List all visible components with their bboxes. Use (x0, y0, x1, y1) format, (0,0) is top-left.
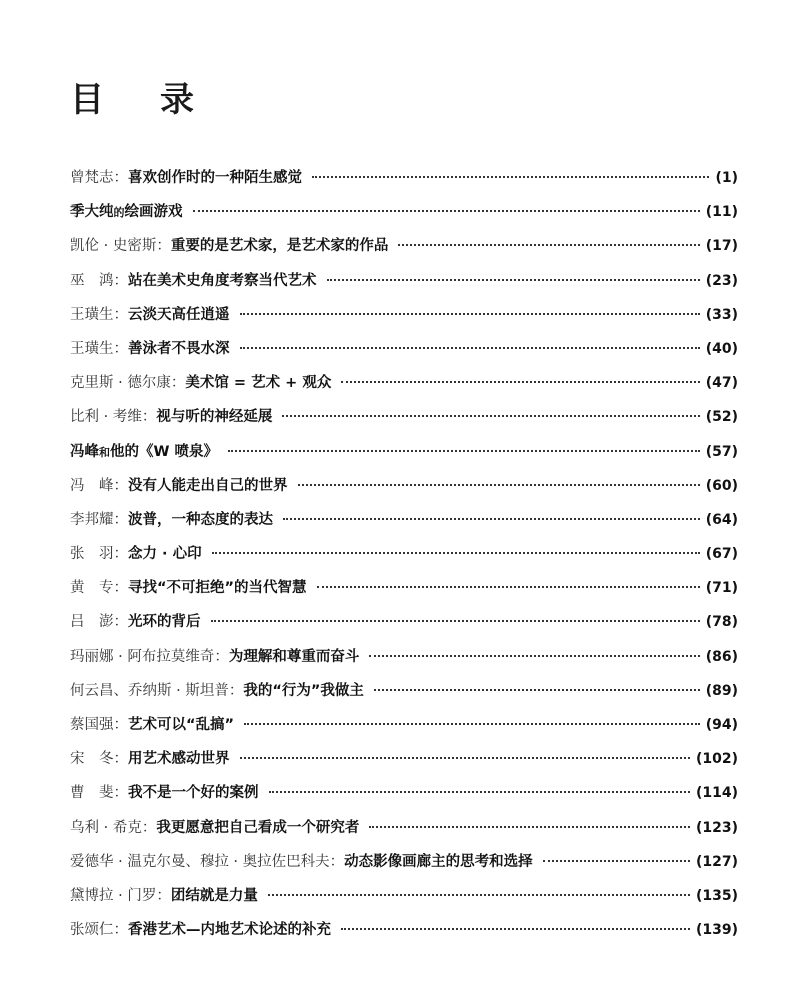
toc-entry[interactable] (70, 816, 738, 850)
entry-title: 动态影像画廊主的思考和选择 (344, 853, 533, 870)
entry-title: 我不是一个好的案例 (128, 785, 259, 802)
dot-leader (244, 723, 700, 725)
entry-page-number: (102) (695, 751, 738, 768)
entry-author: 黛博拉 · 门罗 (70, 887, 157, 904)
entry-title: 念力 · 心印 (128, 546, 202, 563)
entry-author: 张颂仁 (70, 922, 114, 939)
entry-title: 寻找“不可拒绝”的当代智慧 (128, 580, 307, 597)
entry-separator: ： (228, 682, 244, 699)
entry-separator: ： (113, 922, 128, 939)
dot-leader (193, 210, 700, 212)
entry-page-number: (52) (705, 409, 738, 426)
page-title (70, 80, 194, 120)
toc-entry[interactable] (70, 234, 738, 268)
entry-title (70, 440, 218, 461)
toc-entry[interactable] (70, 474, 738, 508)
entry-page-number: (60) (705, 477, 738, 494)
entry-separator: ： (113, 546, 128, 563)
entry-page-number: (57) (705, 443, 738, 460)
entry-title (70, 200, 183, 221)
entry-separator: ： (113, 751, 128, 768)
dot-leader (312, 176, 709, 178)
toc-entry[interactable] (70, 781, 738, 815)
entry-author: 宋 冬 (70, 751, 114, 768)
entry-author: 张 羽 (70, 546, 114, 563)
dot-leader (240, 313, 700, 315)
dot-leader (240, 757, 690, 759)
entry-author: 玛丽娜 · 阿布拉莫维奇 (70, 648, 215, 665)
dot-leader (369, 655, 699, 657)
dot-leader (212, 552, 700, 554)
entry-separator: ： (113, 614, 128, 631)
entry-separator: ： (113, 785, 128, 802)
entry-author: 乌利 · 希克 (70, 819, 142, 836)
entry-title-part: 冯峰 (70, 443, 99, 460)
entry-page-number: (23) (705, 272, 738, 289)
toc-entry[interactable] (70, 679, 738, 713)
toc-entry[interactable] (70, 337, 738, 371)
entry-title: 美术馆 = 艺术 + 观众 (185, 375, 332, 392)
toc-list (70, 166, 738, 952)
entry-title: 艺术可以“乱搞” (128, 717, 235, 733)
entry-author: 凯伦 · 史密斯 (70, 238, 157, 255)
entry-page-number: (139) (695, 922, 738, 939)
toc-entry[interactable] (70, 303, 738, 337)
entry-author: 巫 鸿 (70, 272, 114, 289)
toc-entry[interactable] (70, 713, 738, 747)
entry-author: 曾梵志 (70, 170, 114, 186)
dot-leader (341, 928, 690, 930)
entry-page-number: (47) (705, 375, 738, 392)
entry-page-number: (64) (705, 511, 738, 528)
toc-entry[interactable] (70, 440, 738, 474)
toc-entry[interactable] (70, 405, 738, 439)
entry-title: 善泳者不畏水深 (128, 340, 230, 357)
entry-title: 云淡天高任逍遥 (128, 306, 230, 323)
entry-author: 克里斯 · 德尔康 (70, 375, 171, 392)
entry-author: 蔡国强 (70, 717, 114, 733)
entry-title: 我更愿意把自己看成一个研究者 (156, 819, 360, 836)
entry-title: 为理解和尊重而奋斗 (228, 648, 360, 665)
entry-author: 比利 · 考维 (70, 409, 142, 426)
toc-entry[interactable] (70, 884, 738, 918)
entry-separator: ： (113, 170, 128, 186)
entry-page-number: (86) (705, 648, 738, 665)
entry-separator: ： (113, 477, 128, 494)
entry-separator: ： (156, 887, 171, 904)
toc-entry[interactable] (70, 610, 738, 644)
dot-leader (240, 347, 700, 349)
dot-leader (374, 689, 700, 691)
entry-title: 没有人能走出自己的世界 (128, 477, 288, 494)
entry-page-number: (71) (705, 580, 738, 597)
entry-title-part: 季大纯 (70, 204, 114, 221)
dot-leader (341, 381, 699, 383)
entry-title-small: 的 (113, 206, 125, 220)
entry-author: 王璜生 (70, 306, 114, 323)
entry-separator: ： (141, 409, 157, 426)
entry-author: 吕 澎 (70, 614, 114, 631)
entry-separator: ： (214, 648, 229, 665)
dot-leader (283, 518, 700, 520)
toc-entry[interactable] (70, 371, 738, 405)
entry-title: 重要的是艺术家，是艺术家的作品 (170, 238, 389, 255)
toc-entry[interactable] (70, 200, 738, 234)
entry-page-number: (127) (695, 853, 738, 870)
dot-leader (543, 860, 690, 862)
entry-separator: ： (141, 819, 157, 836)
dot-leader (269, 791, 690, 793)
entry-page-number: (78) (705, 614, 738, 631)
entry-page-number: (33) (705, 306, 738, 323)
toc-entry[interactable] (70, 645, 738, 679)
entry-title: 喜欢创作时的一种陌生感觉 (128, 170, 302, 186)
entry-title: 站在美术史角度考察当代艺术 (128, 272, 317, 289)
entry-author: 冯 峰 (70, 477, 114, 494)
entry-separator: ： (113, 717, 128, 733)
title-char-2: 录 (160, 80, 194, 120)
entry-title: 波普，一种态度的表达 (128, 511, 273, 528)
entry-author: 爱德华 · 温克尔曼、穆拉 · 奥拉佐巴科夫 (70, 853, 330, 870)
entry-separator: ： (113, 340, 128, 357)
dot-leader (298, 484, 700, 486)
entry-title: 团结就是力量 (170, 887, 258, 904)
entry-page-number: (67) (705, 546, 738, 563)
dot-leader (228, 450, 700, 452)
entry-separator: ： (113, 306, 128, 323)
entry-title-small: 和 (99, 445, 110, 459)
entry-title: 视与听的神经延展 (156, 409, 273, 426)
entry-title: 用艺术感动世界 (128, 751, 230, 768)
entry-author: 曹 斐 (70, 785, 114, 802)
toc-entry[interactable] (70, 576, 738, 610)
entry-separator: ： (156, 238, 171, 255)
entry-separator: ： (113, 511, 128, 528)
toc-entry[interactable] (70, 542, 738, 576)
toc-entry[interactable] (70, 918, 738, 952)
toc-entry[interactable] (70, 508, 738, 542)
entry-page-number: (89) (705, 682, 738, 699)
entry-author: 黄 专 (70, 580, 114, 597)
entry-page-number: (94) (705, 717, 738, 733)
entry-separator: ： (113, 272, 128, 289)
toc-entry[interactable] (70, 850, 738, 884)
dot-leader (282, 415, 699, 417)
entry-author: 王璜生 (70, 340, 114, 357)
entry-separator: ： (113, 580, 128, 597)
entry-page-number: (40) (705, 340, 738, 357)
dot-leader (327, 279, 700, 281)
entry-page-number: (123) (695, 819, 738, 836)
toc-entry[interactable] (70, 269, 738, 303)
entry-page-number: (17) (705, 238, 738, 255)
entry-page-number: (1) (715, 170, 738, 186)
entry-author: 何云昌、乔纳斯 · 斯坦普 (70, 682, 229, 699)
toc-entry[interactable] (70, 747, 738, 781)
entry-page-number: (11) (705, 204, 738, 221)
dot-leader (317, 586, 700, 588)
dot-leader (268, 894, 690, 896)
entry-title: 光环的背后 (128, 614, 201, 631)
dot-leader (211, 620, 700, 622)
entry-title-part: 绘画游戏 (124, 204, 183, 221)
entry-separator: ： (329, 853, 345, 870)
entry-title-part: 他的《W 喷泉》 (110, 443, 219, 460)
entry-title: 香港艺术—内地艺术论述的补充 (128, 922, 331, 939)
entry-page-number: (135) (695, 887, 738, 904)
toc-entry[interactable] (70, 166, 738, 200)
dot-leader (369, 826, 690, 828)
title-char-1: 目 (70, 80, 104, 120)
entry-separator: ： (170, 375, 186, 392)
dot-leader (398, 244, 699, 246)
entry-author: 李邦耀 (70, 511, 114, 528)
entry-title: 我的“行为”我做主 (243, 682, 364, 699)
entry-page-number: (114) (695, 785, 738, 802)
